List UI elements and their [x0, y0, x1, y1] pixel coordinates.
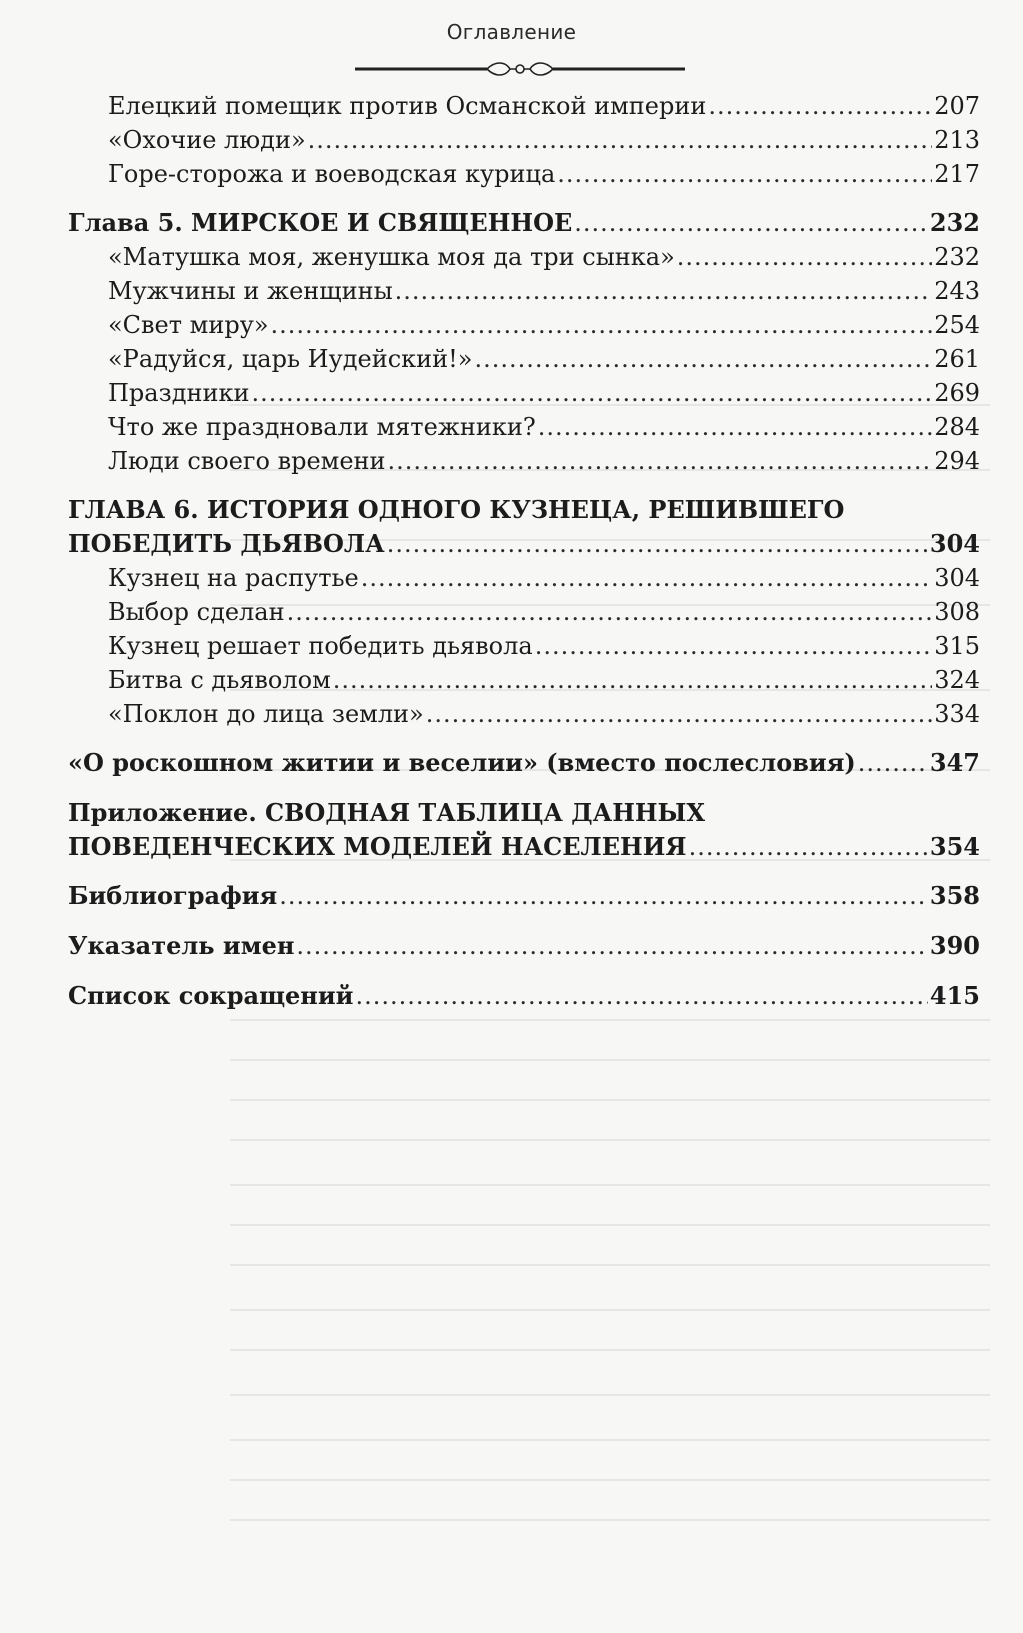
toc-chapter[interactable] — [68, 979, 980, 1013]
toc-entry[interactable] — [108, 697, 980, 731]
toc-entry[interactable] — [108, 274, 980, 308]
leader-dots — [296, 929, 927, 963]
toc-entry[interactable] — [108, 240, 980, 274]
toc-entry[interactable] — [108, 595, 980, 629]
leader-dots — [287, 595, 933, 629]
toc-chapter[interactable] — [68, 830, 980, 864]
leader-dots — [474, 342, 932, 376]
toc-chapter-page: 354 — [929, 832, 980, 861]
toc-chapter-title-line2: ПОБЕДИТЬ ДЬЯВОЛА — [68, 529, 385, 558]
toc-entry-title: Кузнец решает победить дьявола — [108, 632, 533, 660]
leader-dots — [557, 157, 932, 191]
toc-entry-title: Кузнец на распутье — [108, 564, 359, 592]
toc-entry-page: 243 — [934, 277, 980, 305]
toc-entry-page: 284 — [934, 413, 980, 441]
toc-entry[interactable] — [108, 342, 980, 376]
toc-entry[interactable] — [108, 629, 980, 663]
toc-entry[interactable] — [108, 376, 980, 410]
toc-chapter-title-line1[interactable]: ГЛАВА 6. ИСТОРИЯ ОДНОГО КУЗНЕЦА, РЕШИВШЕГО — [68, 495, 845, 524]
leader-dots — [271, 308, 933, 342]
toc-entry-page: 304 — [934, 564, 980, 592]
toc-entry-title: «Матушка моя, женушка моя да три сынка» — [108, 243, 675, 271]
toc-entry-page: 324 — [934, 666, 980, 694]
toc-chapter[interactable] — [68, 527, 980, 561]
toc-chapter-page: 232 — [929, 208, 980, 237]
toc-entry-page: 269 — [934, 379, 980, 407]
toc-entry-page: 207 — [934, 92, 980, 120]
toc-entry-page: 254 — [934, 311, 980, 339]
toc-entry-page: 213 — [934, 126, 980, 154]
toc-entry[interactable] — [108, 561, 980, 595]
toc-chapter[interactable] — [68, 206, 980, 240]
toc-entry-page: 294 — [934, 447, 980, 475]
toc-entry[interactable] — [108, 89, 980, 123]
leader-dots — [395, 274, 933, 308]
running-head: Оглавление — [446, 20, 577, 44]
toc-chapter-page: 358 — [929, 881, 980, 910]
toc-appendix-title-line1[interactable]: Приложение. СВОДНАЯ ТАБЛИЦА ДАННЫХ — [68, 798, 706, 827]
toc-chapter-page: 390 — [929, 931, 980, 960]
toc-chapter-title: Указатель имен — [68, 931, 295, 960]
toc-entry-title: «Радуйся, царь Иудейский!» — [108, 345, 473, 373]
ornament-divider-icon — [355, 58, 685, 80]
toc-chapter-page: 304 — [929, 529, 980, 558]
leader-dots — [677, 240, 932, 274]
toc-entry-title: Битва с дьяволом — [108, 666, 331, 694]
toc-entry-title: «Свет миру» — [108, 311, 269, 339]
toc-chapter-title: Список сокращений — [68, 981, 354, 1010]
toc-chapter-title: «О роскошном житии и веселии» (вместо послесловия) — [68, 748, 856, 777]
leader-dots — [333, 663, 932, 697]
toc-entry-page: 261 — [934, 345, 980, 373]
leader-dots — [426, 697, 932, 731]
leader-dots — [689, 830, 928, 864]
leader-dots — [388, 444, 933, 478]
leader-dots — [858, 746, 928, 780]
leader-dots — [361, 561, 932, 595]
toc-chapter-page: 415 — [929, 981, 980, 1010]
toc-appendix-title-line2: ПОВЕДЕНЧЕСКИХ МОДЕЛЕЙ НАСЕЛЕНИЯ — [68, 832, 687, 861]
toc-entry[interactable] — [108, 663, 980, 697]
toc-entry-page: 334 — [934, 700, 980, 728]
toc-entry-page: 308 — [934, 598, 980, 626]
leader-dots — [308, 123, 933, 157]
toc-chapter-page: 347 — [929, 748, 980, 777]
toc-entry-title: Люди своего времени — [108, 447, 386, 475]
toc-entry[interactable] — [108, 123, 980, 157]
toc-chapter[interactable] — [68, 929, 980, 963]
leader-dots — [535, 629, 933, 663]
toc-entry-title: «Охочие люди» — [108, 126, 306, 154]
toc-entry-title: Елецкий помещик против Османской империи — [108, 92, 707, 120]
toc-chapter-title: Библиография — [68, 881, 278, 910]
toc-entry[interactable] — [108, 410, 980, 444]
leader-dots — [708, 89, 932, 123]
toc-chapter[interactable] — [68, 879, 980, 913]
toc-entry-title: Что же праздновали мятежники? — [108, 413, 536, 441]
toc-entry-title: Выбор сделан — [108, 598, 285, 626]
toc-entry-page: 217 — [934, 160, 980, 188]
toc-entry-title: Мужчины и женщины — [108, 277, 393, 305]
toc-entry-page: 315 — [934, 632, 980, 660]
leader-dots — [355, 979, 927, 1013]
toc-chapter-title: Глава 5. МИРСКОЕ И СВЯЩЕННОЕ — [68, 208, 573, 237]
toc-entry-page: 232 — [934, 243, 980, 271]
toc-entry[interactable] — [108, 308, 980, 342]
toc-chapter[interactable] — [68, 746, 980, 780]
leader-dots — [251, 376, 932, 410]
leader-dots — [574, 206, 928, 240]
leader-dots — [279, 879, 928, 913]
toc-entry-title: Горе-сторожа и воеводская курица — [108, 160, 556, 188]
leader-dots — [387, 527, 928, 561]
toc-entry[interactable] — [108, 444, 980, 478]
leader-dots — [538, 410, 932, 444]
toc-entry[interactable] — [108, 157, 980, 191]
toc-entry-title: Праздники — [108, 379, 250, 407]
toc-entry-title: «Поклон до лица земли» — [108, 700, 424, 728]
